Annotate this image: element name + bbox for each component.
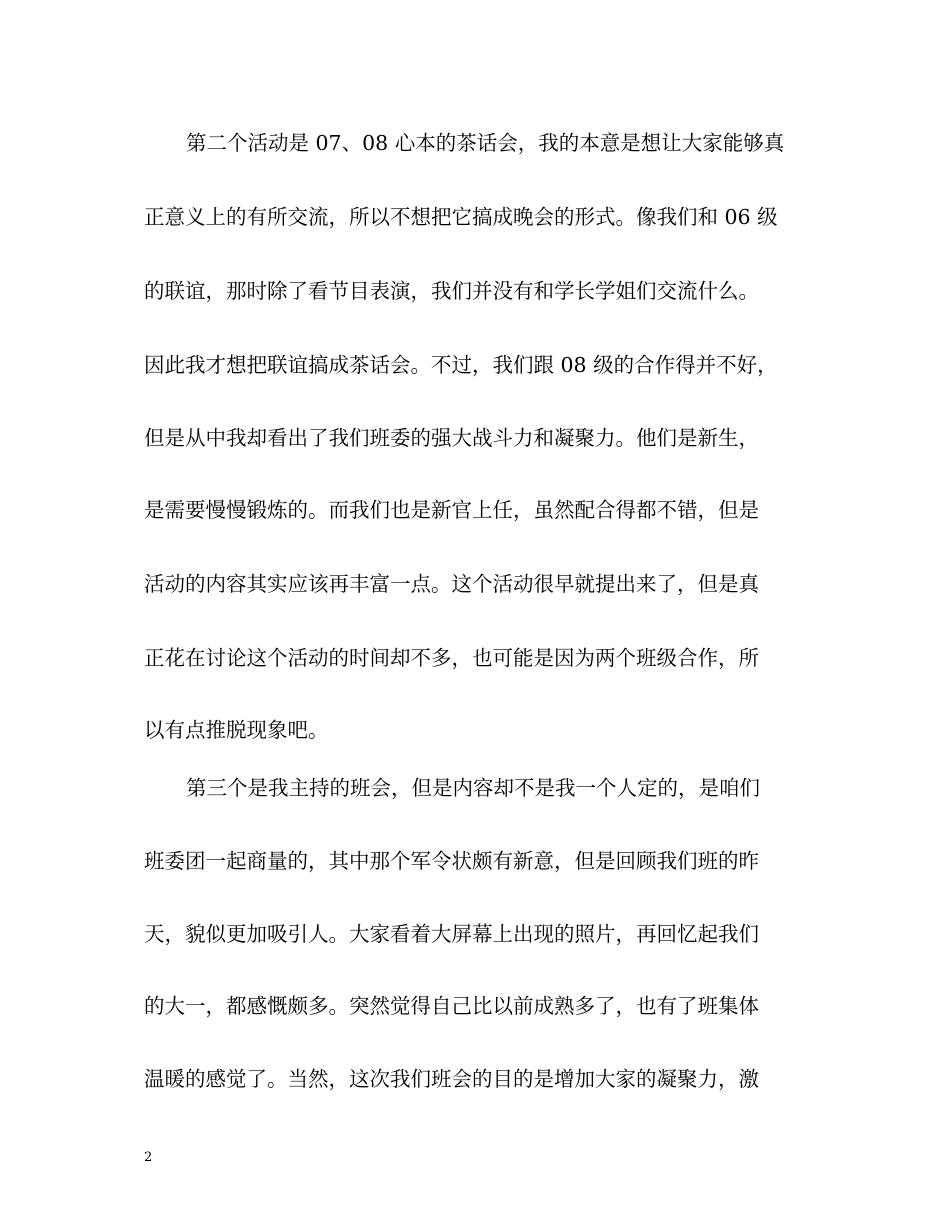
paragraph-2-line-1: 第三个是我主持的班会，但是内容却不是我一个人定的，是咱们 bbox=[186, 776, 760, 800]
paragraph-2-line-4: 的大一，都感慨颇多。突然觉得自己比以前成熟多了，也有了班集体 bbox=[144, 994, 759, 1018]
paragraph-2-line-3: 天，貌似更加吸引人。大家看着大屏幕上出现的照片，再回忆起我们 bbox=[144, 922, 759, 946]
paragraph-1-line-2: 正意义上的有所交流，所以不想把它搞成晚会的形式。像我们和 06 级 bbox=[144, 205, 778, 229]
paragraph-1-line-4: 因此我才想把联谊搞成茶话会。不过，我们跟 08 级的合作得并不好， bbox=[144, 353, 778, 377]
paragraph-1-line-1: 第二个活动是 07、08 心本的茶话会，我的本意是想让大家能够真 bbox=[186, 131, 785, 155]
paragraph-1-line-7: 活动的内容其实应该再丰富一点。这个活动很早就提出来了，但是真 bbox=[144, 572, 759, 596]
paragraph-1-line-3: 的联谊，那时除了看节目表演，我们并没有和学长学姐们交流什么。 bbox=[144, 279, 759, 303]
paragraph-1-line-9: 以有点推脱现象吧。 bbox=[144, 718, 329, 742]
paragraph-1-line-6: 是需要慢慢锻炼的。而我们也是新官上任，虽然配合得都不错，但是 bbox=[144, 498, 759, 522]
paragraph-1-line-8: 正花在讨论这个活动的时间却不多，也可能是因为两个班级合作，所 bbox=[144, 646, 759, 670]
paragraph-2-line-2: 班委团一起商量的，其中那个军令状颇有新意，但是回顾我们班的昨 bbox=[144, 849, 759, 873]
paragraph-1-line-5: 但是从中我却看出了我们班委的强大战斗力和凝聚力。他们是新生， bbox=[144, 426, 759, 450]
page-number: 2 bbox=[144, 1150, 153, 1165]
paragraph-2-line-5: 温暖的感觉了。当然，这次我们班会的目的是增加大家的凝聚力，激 bbox=[144, 1067, 759, 1091]
